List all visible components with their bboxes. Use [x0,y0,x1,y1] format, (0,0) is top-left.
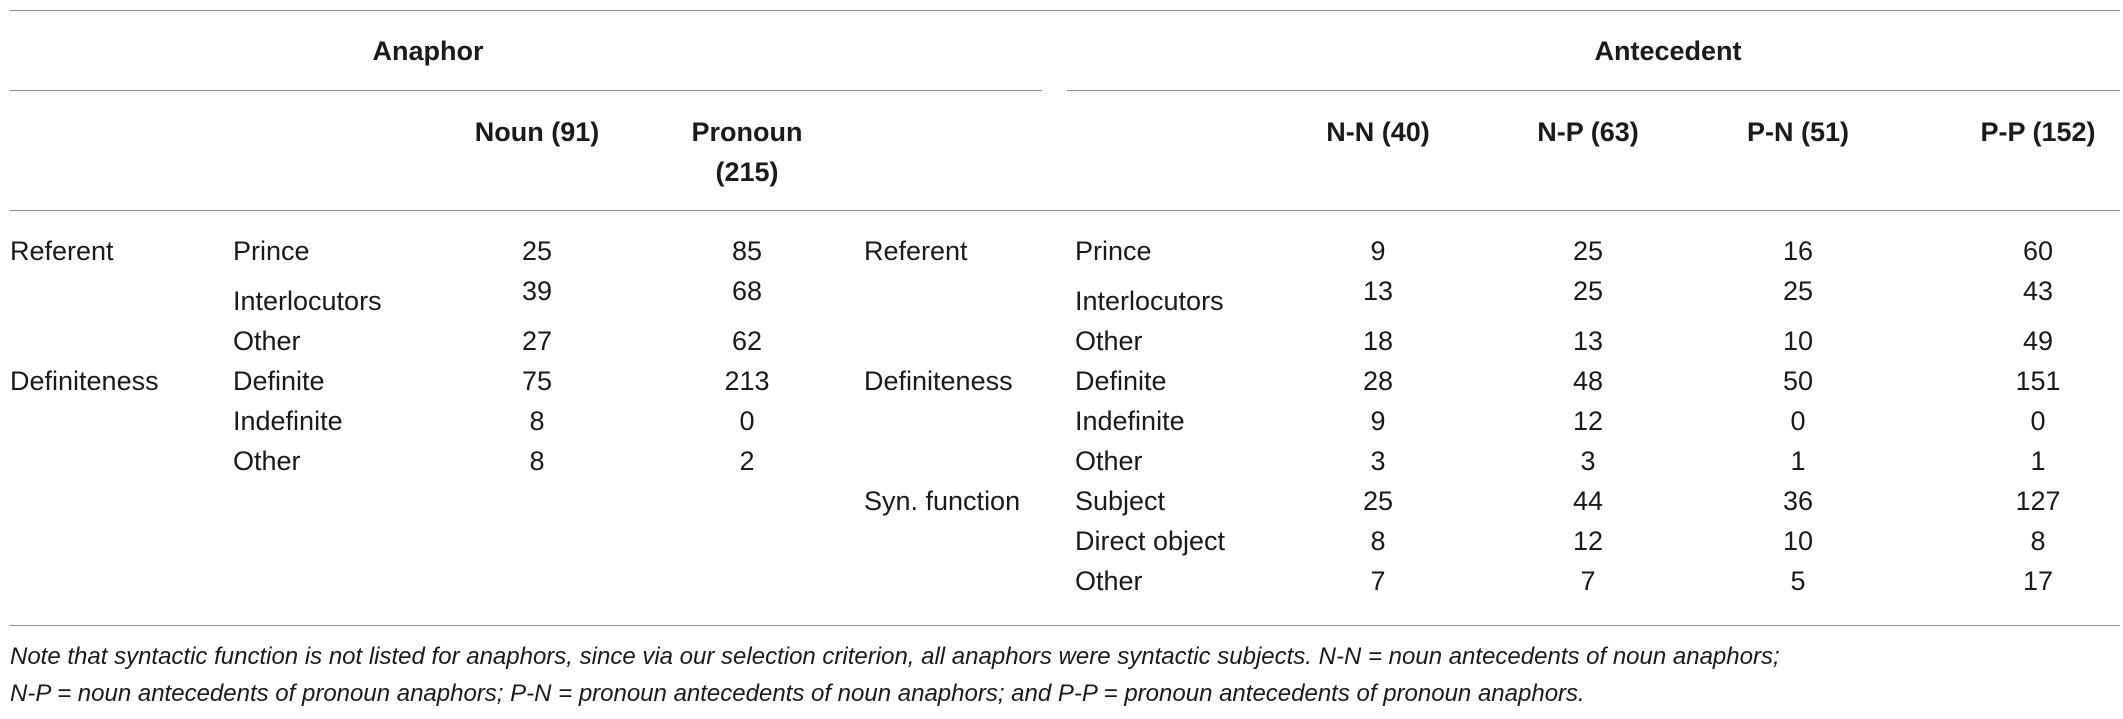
antecedent-np-value: 12 [1572,526,1604,556]
antecedent-pp-value: 60 [2022,236,2054,266]
anaphor-noun-value: 39 [521,276,553,306]
antecedent-pp-value: 151 [2015,366,2061,396]
antecedent-pp-value: 1 [2030,446,2046,476]
antecedent-pp-value: 49 [2022,326,2054,356]
antecedent-nn-value: 25 [1362,486,1394,516]
antecedent-sub-other: Other [1075,326,1143,356]
anaphor-noun-value: 27 [521,326,553,356]
antecedent-pn-value: 36 [1782,486,1814,516]
antecedent-sub-interlocutors: Interlocutors [1075,286,1224,316]
antecedent-sub-prince: Prince [1075,236,1152,266]
anaphor-sub-interlocutors: Interlocutors [233,286,382,316]
antecedent-pn-value: 50 [1782,366,1814,396]
antecedent-pp-value: 127 [2015,486,2061,516]
antecedent-pp-value: 0 [2030,406,2046,436]
col-header-nn: N-N (40) [1326,117,1430,147]
antecedent-np-value: 7 [1580,566,1596,596]
antecedent-nn-value: 13 [1362,276,1394,306]
anaphor-category-definiteness: Definiteness [10,366,159,396]
antecedent-pp-value: 8 [2030,526,2046,556]
anaphor-group-header: Anaphor [372,36,484,66]
antecedent-sub-other: Other [1075,446,1143,476]
header-bottom-rule [10,210,2120,211]
col-header-noun: Noun (91) [474,117,600,147]
antecedent-np-value: 25 [1572,236,1604,266]
anaphor-sub-definite: Definite [233,366,325,396]
anaphor-pronoun-value: 85 [731,236,763,266]
table-note-line-1: Note that syntactic function is not listed for anaphors, since via our selection criterion, all anaphors were syntactic subjects. N-N = noun antecedents of noun anaphors; [10,643,1780,670]
anaphor-pronoun-value: 68 [731,276,763,306]
antecedent-pn-value: 5 [1790,566,1806,596]
top-rule [10,10,2120,11]
col-header-pn: P-N (51) [1746,117,1850,147]
antecedent-np-value: 48 [1572,366,1604,396]
antecedent-pn-value: 1 [1790,446,1806,476]
anaphor-group-rule [10,90,1042,91]
anaphor-pronoun-value: 0 [739,406,755,436]
antecedent-pn-value: 10 [1782,526,1814,556]
antecedent-nn-value: 8 [1370,526,1386,556]
antecedent-sub-direct-object: Direct object [1075,526,1226,556]
antecedent-np-value: 25 [1572,276,1604,306]
anaphor-noun-value: 8 [529,446,545,476]
anaphor-sub-other: Other [233,326,301,356]
antecedent-sub-indefinite: Indefinite [1075,406,1185,436]
antecedent-np-value: 44 [1572,486,1604,516]
antecedent-np-value: 13 [1572,326,1604,356]
anaphor-sub-indefinite: Indefinite [233,406,343,436]
antecedent-group-header: Antecedent [1594,36,1742,66]
antecedent-group-rule [1067,90,2120,91]
antecedent-np-value: 12 [1572,406,1604,436]
anaphor-pronoun-value: 62 [731,326,763,356]
table-bottom-rule [10,625,2120,626]
anaphor-sub-prince: Prince [233,236,310,266]
antecedent-nn-value: 28 [1362,366,1394,396]
antecedent-sub-definite: Definite [1075,366,1167,396]
antecedent-pn-value: 16 [1782,236,1814,266]
antecedent-nn-value: 18 [1362,326,1394,356]
anaphor-noun-value: 75 [521,366,553,396]
antecedent-np-value: 3 [1580,446,1596,476]
col-header-pronoun: Pronoun [691,117,803,147]
anaphor-category-referent: Referent [10,236,114,266]
antecedent-sub-subject: Subject [1075,486,1166,516]
antecedent-category-referent: Referent [864,236,968,266]
antecedent-pp-value: 43 [2022,276,2054,306]
antecedent-category-definiteness: Definiteness [864,366,1013,396]
antecedent-pn-value: 10 [1782,326,1814,356]
antecedent-pn-value: 0 [1790,406,1806,436]
antecedent-sub-other: Other [1075,566,1143,596]
col-header-pronoun-count: (215) [715,157,779,187]
anaphor-noun-value: 8 [529,406,545,436]
antecedent-nn-value: 9 [1370,236,1386,266]
anaphor-noun-value: 25 [521,236,553,266]
col-header-pp: P-P (152) [1980,117,2096,147]
anaphor-sub-other: Other [233,446,301,476]
antecedent-pn-value: 25 [1782,276,1814,306]
antecedent-pp-value: 17 [2022,566,2054,596]
antecedent-nn-value: 9 [1370,406,1386,436]
antecedent-nn-value: 3 [1370,446,1386,476]
antecedent-category-syn-function: Syn. function [864,486,1021,516]
table-note-line-2: N-P = noun antecedents of pronoun anaphors; P-N = pronoun antecedents of noun anaphors; and P-P = pronoun antecedents of pronoun anaphors. [10,680,1585,707]
antecedent-nn-value: 7 [1370,566,1386,596]
anaphor-pronoun-value: 213 [724,366,770,396]
col-header-np: N-P (63) [1537,117,1639,147]
anaphor-pronoun-value: 2 [739,446,755,476]
